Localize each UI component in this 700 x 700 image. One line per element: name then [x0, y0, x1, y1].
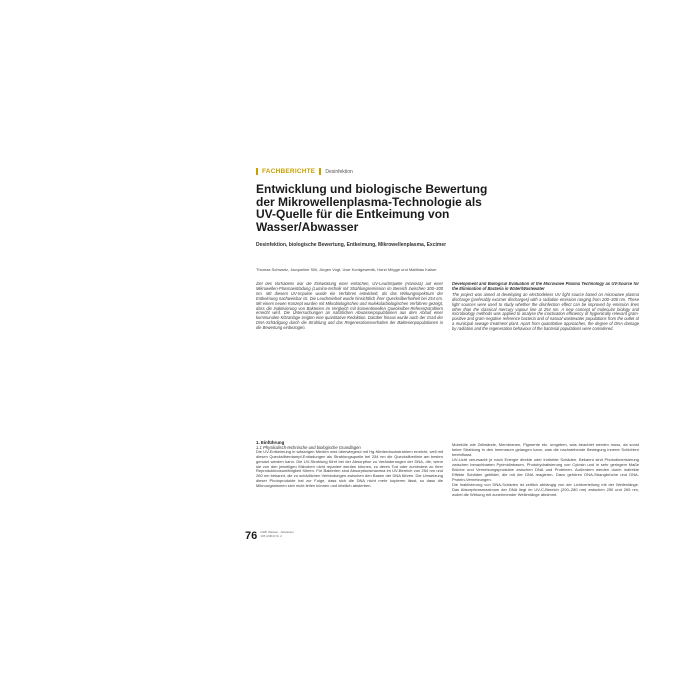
abstract-english-title: Development and Biological Evaluation of the Microwave Plasma Technology as UV-Source for the Elimination of Bacteria in Water/Wastewater [452, 282, 639, 291]
page-number: 76 [245, 530, 258, 542]
keywords: Desinfektion, biologische Bewertung, Entkeimung, Mikrowellenplasma, Excimer [256, 242, 447, 248]
section-divider-bar [319, 168, 321, 175]
journal-name: GWF Wasser · Abwasser [260, 530, 294, 534]
section-header [256, 167, 353, 176]
page-footer [245, 530, 294, 544]
subsection-heading: 1.1 Physikalisch-technische und biologische Grundlagen [256, 445, 361, 451]
section-marker-bar [256, 168, 258, 175]
body-column-right [452, 443, 639, 543]
journal-info [260, 530, 294, 538]
section-heading: 1. Einführung [256, 440, 285, 445]
author-list: Thomas Schwartz, Jacqueline Silli, Jürgen Vogt, Uwe Kordgewentk, Horst Mögge und Matthias Kaiser [256, 267, 437, 272]
section-label: FACHBERICHTE [262, 168, 316, 175]
journal-issue: 145 (2004) Nr. 2 [260, 533, 282, 538]
abstract-english-text: The project was aimed at developing an electrodeless UV light source based on microwave plasma discharge (preferably excimer discharges) with a radiation emission ranging from 200–300 nm. These light sources were used to study whether the disinfection effect can be improved by emission lines other than the classical mercury vapour line at 254 nm. A new concept of molecular biology and microbiology methods was applied to analyse the inactivation efficiency of hygienically relevant gram-positive and gram-negative reference bacteria and of natural wastewater populations from the outlet of a municipal sewage treatment plant. Apart from quantitative approaches, the degree of DNA damage by radiation and the regeneration behaviour of the bacterial populations were considered. [452, 291, 639, 332]
body-paragraph: Die UV-Entkeimung in wässrigen Medien wird überwiegend mit Hg-Niederdruckstrahlern erreicht, weil mit diesen Quecksilberdampf-Entladungen als Strahlungsquelle bei 254 nm die Quecksilberlinie am besten genutzt werden kann. Die UV-Strahlung führt bei der Absorption zu Veränderungen der DNA, die, wenn sie von den jeweiligen Mikroben nicht repariert werden können, zu deren Tod oder zumindest zu ihrer Reproduktionsunfähigkeit führen. Für Bakterien sind Absorptionsmaxima im UV-Bereich von 254 nm und 260 nm bekannt, die zu schädlichen Verbindungen zwischen den Basen der DNA führen. Die Umsetzung dieser Photoprodukte hat zur Folge, dass sich die DNA nicht mehr kopieren lässt, so dass die Mikroorganismen sich nicht teilen können und letztlich absterben. [256, 449, 443, 488]
body-paragraph: Die Inaktivierung von DNA-Schäden ist zeitlich abhängig von der Lichtverteilung mit der Wellenlänge. Das Absorptionsmaximum der DNA liegt im UV-C-Bereich (200–280 nm) zwischen 250 und 265 nm, wobei die Wirkung mit zunehmender Wellenlänge abnimmt. [452, 482, 639, 497]
body-column-left [256, 440, 443, 542]
article-title: Entwicklung und biologische Bewertung der Mikrowellenplasma-Technologie als UV-Quelle für die Entkeimung von Wasser/Abwasser [256, 182, 488, 234]
body-paragraph: Moleküle wie Zellwände, Membranen, Pigmente etc. umgeben, was beachtet werden muss, da sonst keine Strahlung in den Innenraum gelangen kann, was die nachstehende Bewegung innerer Schichten beeinflusst. [452, 443, 639, 457]
abstract-german: Ziel des Vorhabens war die Entwicklung einer einfachen, UV-Leuchtquelle (Hanovia) auf einer Mikrowellen-Plasmaentladung (Lumino-technik mit Strahlungsemission im Bereich zwischen 300–300 nm. Mit diesem UV-Impulse wurde ein Verfahren entwickelt, als das Wirkungsspektrum der Entkeimung nachweisbar ist. Die Leuchteinheit wurde hinsichtlich ihrer Quecksilberfreiheit bei 254 nm. Mit einem neuen Konzept wurden mit Mikrobiologischen und molekularbiologischen Verfahren gezeigt, dass die Inaktivierung von Bakterien im Vergleich mit konventionellen Quecksilber-Referenzstrahlern erreicht wird. Die Untersuchungen an natürlichen Abwasserpopulationen aus dem Ablauf einer kommunalen Kläranlage zeigten eine quantitative Reduktion. Darüber hinaus wurde auch der Grad der DNA-Schädigung durch die Strahlung und das Regenerationsverhalten der Bakterienpopulationen in die Bewertung einbezogen. [256, 282, 443, 331]
body-paragraph: UV-Licht verursacht je nach Energie direkte oder indirekte Schäden. Bekannt sind Photodimerisierung zwischen benachbarten Pyrimidinbasen, Photohydratisierung von Cytosin und in sehr geringem Maße Brüche und Vernetzungsprodukte zwischen DNA und Proteinen. Außerdem werden durch indirekte Effekte Schäden gebildet, die mit der DNA reagieren. Dazu gehören DNA-Strangbrüche und DNA-Protein-Vernetzungen. [452, 457, 639, 482]
section-subtopic: Desinfektion [325, 168, 353, 175]
abstract-english [452, 282, 639, 374]
